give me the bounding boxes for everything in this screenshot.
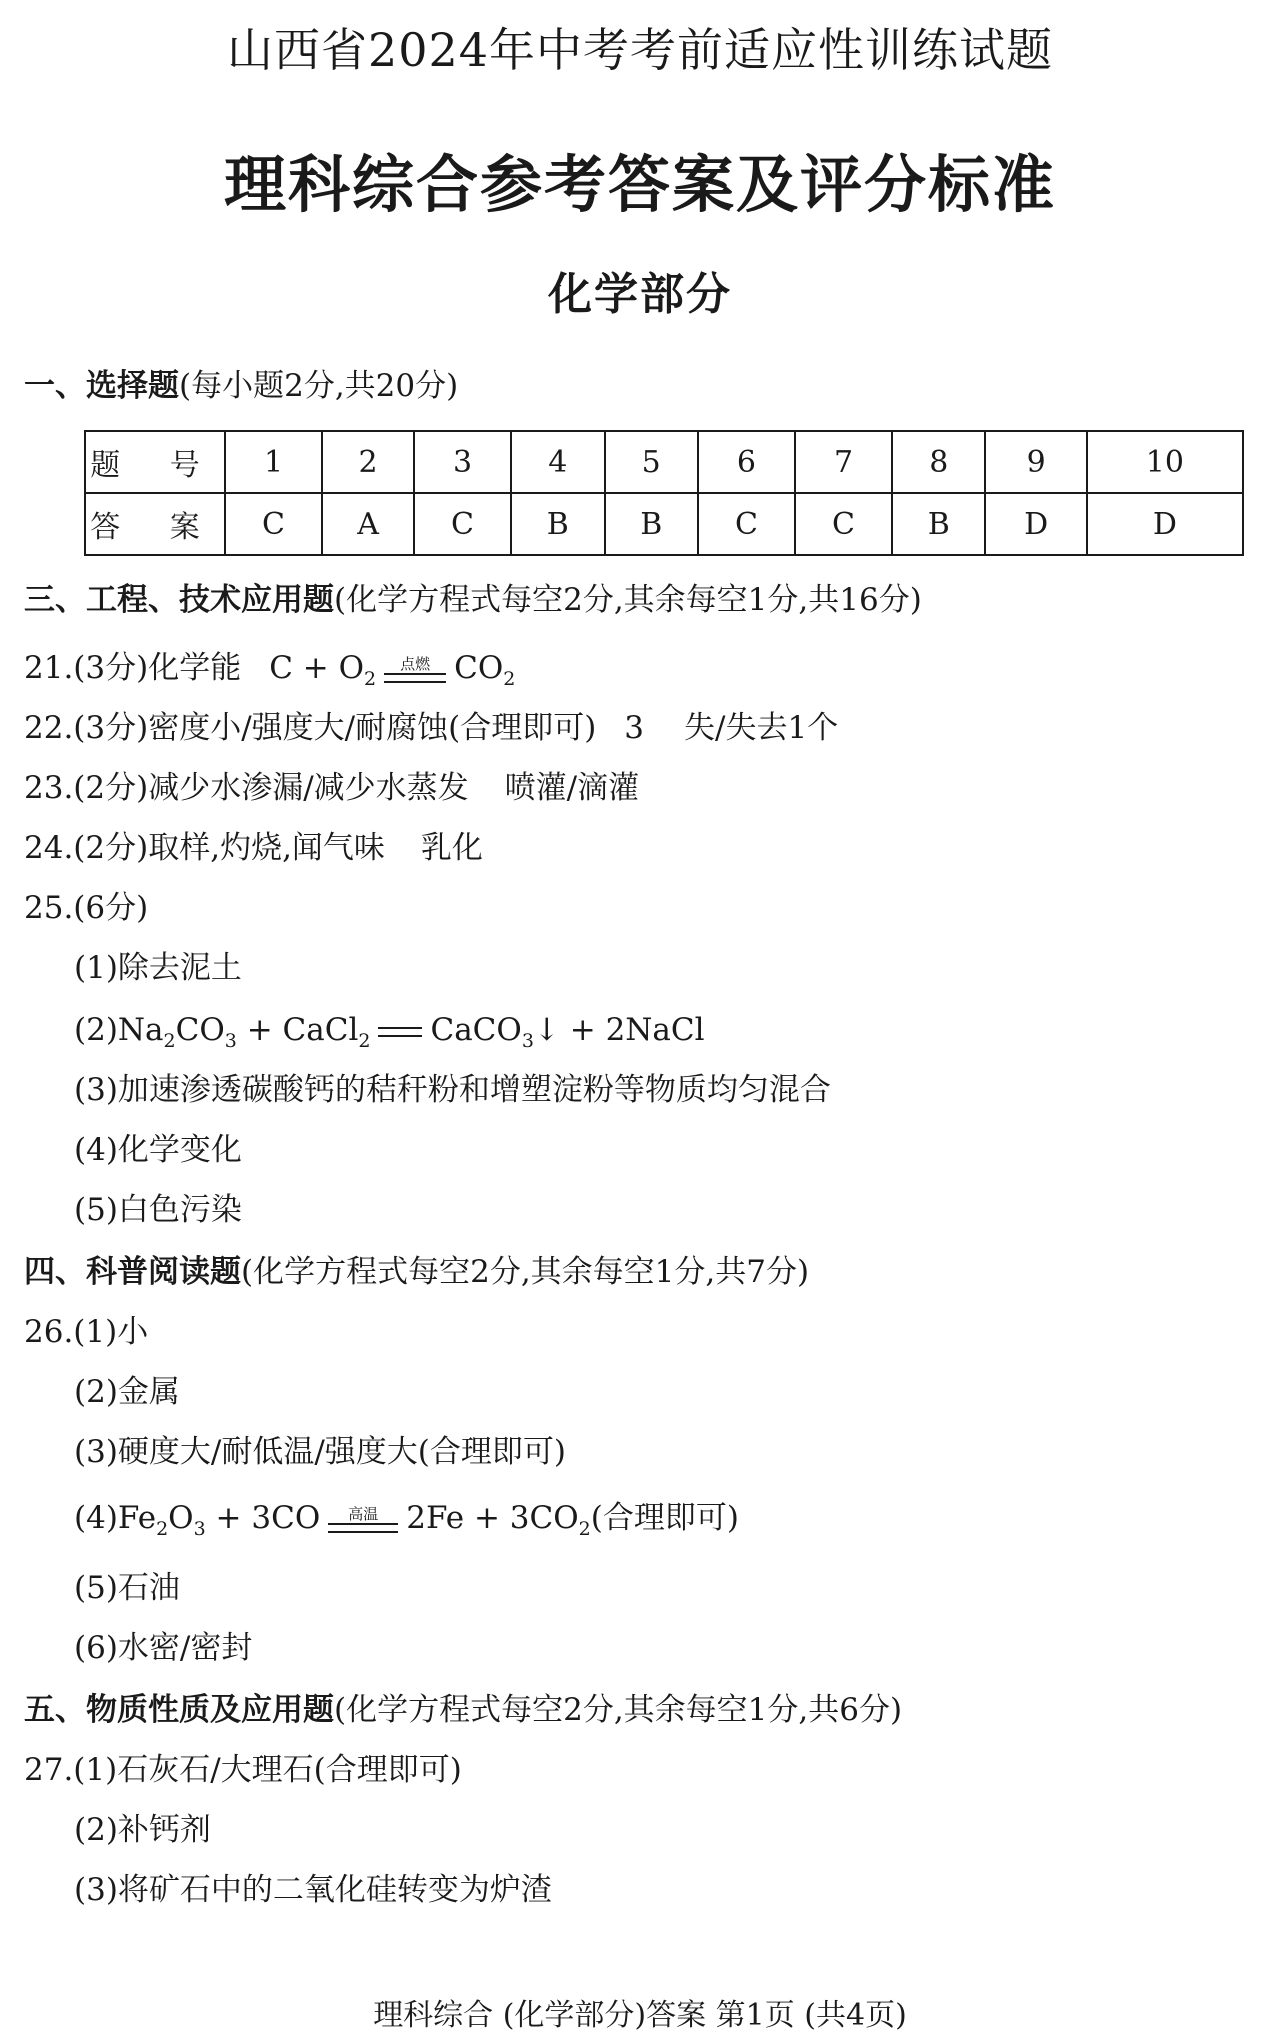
- section3-note: (化学方程式每空2分,其余每空1分,共16分): [334, 582, 922, 618]
- section4-note: (化学方程式每空2分,其余每空1分,共7分): [241, 1254, 810, 1290]
- q21-prefix: 21.(3分)化学能: [24, 650, 242, 686]
- q25-2-part: ↓ + 2NaCl: [533, 1012, 705, 1048]
- answer-26-2: (2)金属: [74, 1374, 180, 1410]
- answer-26-1: 26.(1)小: [24, 1314, 149, 1350]
- table-cell: C: [225, 493, 322, 555]
- table-cell: B: [605, 493, 698, 555]
- table-row-label: 题 号: [85, 431, 225, 493]
- q23-text: 23.(2分)减少水渗漏/减少水蒸发: [24, 770, 469, 806]
- table-cell: D: [985, 493, 1086, 555]
- q22-text: 22.(3分)密度小/强度大/耐腐蚀(合理即可): [24, 710, 597, 746]
- q21-lhs-sub: 2: [364, 668, 377, 691]
- q25-2-sub: 3: [521, 1030, 534, 1053]
- answer-25-title: 25.(6分): [24, 890, 149, 926]
- section5-heading: [24, 1690, 902, 1730]
- q26-4-part: (4)Fe: [74, 1500, 157, 1536]
- table-cell: 1: [225, 431, 322, 493]
- section4-title: 四、科普阅读题: [24, 1254, 241, 1290]
- section-subject-title: 化学部分: [548, 269, 732, 320]
- answer-27-1: 27.(1)石灰石/大理石(合理即可): [24, 1752, 462, 1788]
- q24-answer-2: 乳化: [420, 830, 483, 866]
- section4-heading: [24, 1252, 809, 1292]
- section1-heading: [24, 366, 458, 406]
- table-cell: D: [1087, 493, 1243, 555]
- answer-25-4: (4)化学变化: [74, 1132, 242, 1168]
- section5-note: (化学方程式每空2分,其余每空1分,共6分): [334, 1692, 903, 1728]
- q21-rhs-sub: 2: [503, 668, 516, 691]
- q25-2-part: CO: [175, 1012, 225, 1048]
- answer-26-5: (5)石油: [74, 1570, 180, 1606]
- q26-4-sub: 2: [578, 1518, 591, 1541]
- table-cell: C: [414, 493, 511, 555]
- q21-lhs: C + O: [269, 650, 365, 686]
- answer-22: [24, 708, 838, 748]
- q23-answer-2: 喷灌/滴灌: [504, 770, 640, 806]
- answer-26-4: [74, 1498, 739, 1549]
- table-cell: 5: [605, 431, 698, 493]
- answer-27-2: (2)补钙剂: [74, 1812, 211, 1848]
- equals-sign: [378, 1027, 422, 1037]
- section5-title: 五、物质性质及应用题: [24, 1692, 334, 1728]
- table-cell: 9: [985, 431, 1086, 493]
- answer-26-3: (3)硬度大/耐低温/强度大(合理即可): [74, 1434, 566, 1470]
- exam-title: 山西省2024年中考考前适应性训练试题: [226, 23, 1054, 77]
- table-row-numbers: [85, 431, 1243, 493]
- q25-2-sub: 3: [224, 1030, 237, 1053]
- page-footer: 理科综合 (化学部分)答案 第1页 (共4页): [373, 1998, 907, 2033]
- table-cell: A: [322, 493, 414, 555]
- answer-21: [24, 648, 515, 699]
- q26-4-part: O: [168, 1500, 194, 1536]
- table-cell: 6: [698, 431, 795, 493]
- q25-2-sub: 2: [163, 1030, 176, 1053]
- table-cell: 7: [795, 431, 892, 493]
- table-cell: C: [698, 493, 795, 555]
- answer-table: [84, 430, 1244, 556]
- q25-2-sub: 2: [358, 1030, 371, 1053]
- table-cell: 3: [414, 431, 511, 493]
- q22-answer-3: 失/失去1个: [684, 710, 839, 746]
- table-cell: 4: [511, 431, 604, 493]
- q24-text: 24.(2分)取样,灼烧,闻气味: [24, 830, 385, 866]
- q26-4-part: 2Fe + 3CO: [406, 1500, 579, 1536]
- main-title: 理科综合参考答案及评分标准: [223, 148, 1056, 221]
- answer-26-6: (6)水密/密封: [74, 1630, 253, 1666]
- section1-title: 一、选择题: [24, 368, 179, 404]
- table-row-answers: [85, 493, 1243, 555]
- q26-4-sub: 3: [193, 1518, 206, 1541]
- answer-25-5: (5)白色污染: [74, 1192, 242, 1228]
- reaction-condition: 高温: [348, 1505, 379, 1523]
- q26-4-part: (合理即可): [590, 1500, 739, 1536]
- section1-note: (每小题2分,共20分): [179, 368, 459, 404]
- section3-heading: [24, 580, 922, 620]
- reaction-arrow: [328, 1506, 398, 1533]
- q26-4-part: + 3CO: [205, 1500, 321, 1536]
- q21-rhs: CO: [454, 650, 504, 686]
- q25-2-part: (2)Na: [74, 1012, 164, 1048]
- q25-2-part: + CaCl: [236, 1012, 359, 1048]
- table-row-label: 答 案: [85, 493, 225, 555]
- table-cell: B: [892, 493, 985, 555]
- table-cell: 10: [1087, 431, 1243, 493]
- q22-answer-2: 3: [624, 710, 645, 746]
- answer-25-1: (1)除去泥土: [74, 950, 242, 986]
- table-cell: B: [511, 493, 604, 555]
- answer-23: [24, 768, 639, 808]
- answer-24: [24, 828, 483, 868]
- table-cell: C: [795, 493, 892, 555]
- answer-27-3: (3)将矿石中的二氧化硅转变为炉渣: [74, 1872, 552, 1908]
- reaction-arrow: [384, 656, 446, 683]
- answer-25-2: [74, 1010, 705, 1061]
- q26-4-sub: 2: [156, 1518, 169, 1541]
- table-cell: 8: [892, 431, 985, 493]
- answer-25-3: (3)加速渗透碳酸钙的秸秆粉和增塑淀粉等物质均匀混合: [74, 1072, 831, 1108]
- section3-title: 三、工程、技术应用题: [24, 582, 334, 618]
- reaction-condition: 点燃: [400, 655, 431, 673]
- q25-2-part: CaCO: [430, 1012, 522, 1048]
- table-cell: 2: [322, 431, 414, 493]
